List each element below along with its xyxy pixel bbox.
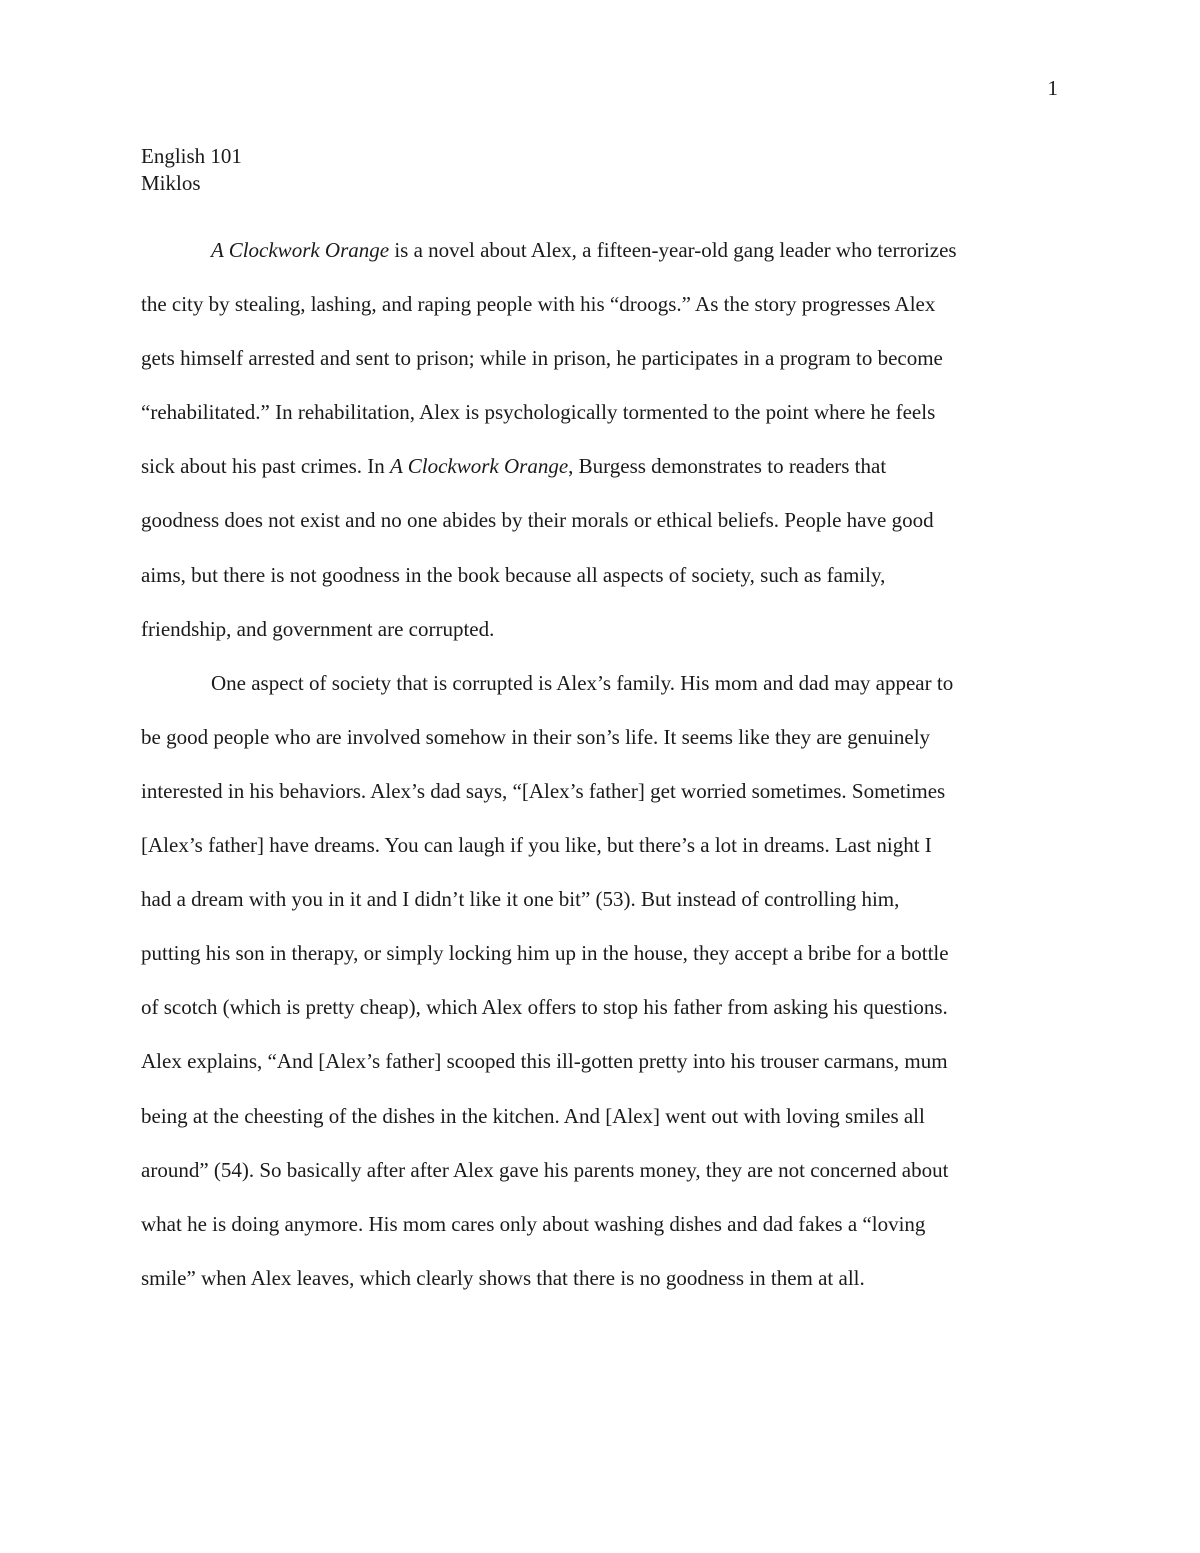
- course-name: English 101: [141, 144, 242, 168]
- paragraph-line: goodness does not exist and no one abides by their morals or ethical beliefs. People have good: [141, 508, 934, 533]
- paragraph-line: what he is doing anymore. His mom cares only about washing dishes and dad fakes a “loving: [141, 1211, 926, 1236]
- line-text: , Burgess demonstrates to readers that: [568, 454, 887, 479]
- paragraph-line: “rehabilitated.” In rehabilitation, Alex is psychologically tormented to the point where he feels: [141, 400, 936, 425]
- paragraph-line: being at the cheesting of the dishes in the kitchen. And [Alex] went out with loving smiles all: [141, 1103, 925, 1128]
- paragraph-line: Alex explains, “And [Alex’s father] scooped this ill-gotten pretty into his trouser carmans, mum: [141, 1049, 948, 1074]
- paragraph-line: friendship, and government are corrupted.: [141, 616, 495, 641]
- paragraph-line: be good people who are involved somehow in their son’s life. It seems like they are genuinely: [141, 724, 931, 749]
- heading-block: [141, 143, 242, 197]
- book-title: A Clockwork Orange: [390, 454, 569, 479]
- paragraph-line: smile” when Alex leaves, which clearly shows that there is no goodness in them at all.: [141, 1265, 865, 1290]
- paragraph-line: the city by stealing, lashing, and raping people with his “droogs.” As the story progresses Alex: [141, 292, 936, 317]
- paragraph-line: aims, but there is not goodness in the book because all aspects of society, such as family,: [141, 562, 886, 587]
- instructor-name: Miklos: [141, 171, 201, 195]
- paragraph-line: One aspect of society that is corrupted is Alex’s family. His mom and dad may appear to: [211, 670, 954, 695]
- book-title: A Clockwork Orange: [211, 238, 390, 262]
- paragraph-line: putting his son in therapy, or simply locking him up in the house, they accept a bribe for a bottle: [141, 941, 949, 966]
- paragraph-line: [141, 223, 1081, 277]
- paragraph-line: of scotch (which is pretty cheap), which Alex offers to stop his father from asking his questions.: [141, 995, 948, 1020]
- paragraph-line: gets himself arrested and sent to prison; while in prison, he participates in a program to become: [141, 346, 943, 371]
- paragraph-line: interested in his behaviors. Alex’s dad says, “[Alex’s father] get worried sometimes. Sometimes: [141, 778, 946, 803]
- line-text: sick about his past crimes. In: [141, 454, 391, 479]
- line-text: is a novel about Alex, a fifteen-year-old gang leader who terrorizes: [389, 238, 957, 262]
- paragraph-line: had a dream with you in it and I didn’t like it one bit” (53). But instead of controlling him,: [141, 887, 900, 912]
- page-number: 1: [1047, 76, 1058, 100]
- paragraph-line: [Alex’s father] have dreams. You can laugh if you like, but there’s a lot in dreams. Last night I: [141, 833, 932, 858]
- paragraph-line: around” (54). So basically after after Alex gave his parents money, they are not concerned about: [141, 1157, 949, 1182]
- essay-body: [141, 223, 1081, 1305]
- paragraph-introduction: [141, 223, 1081, 656]
- paragraph-line: [141, 439, 1081, 493]
- paragraph-family: [141, 656, 1081, 1305]
